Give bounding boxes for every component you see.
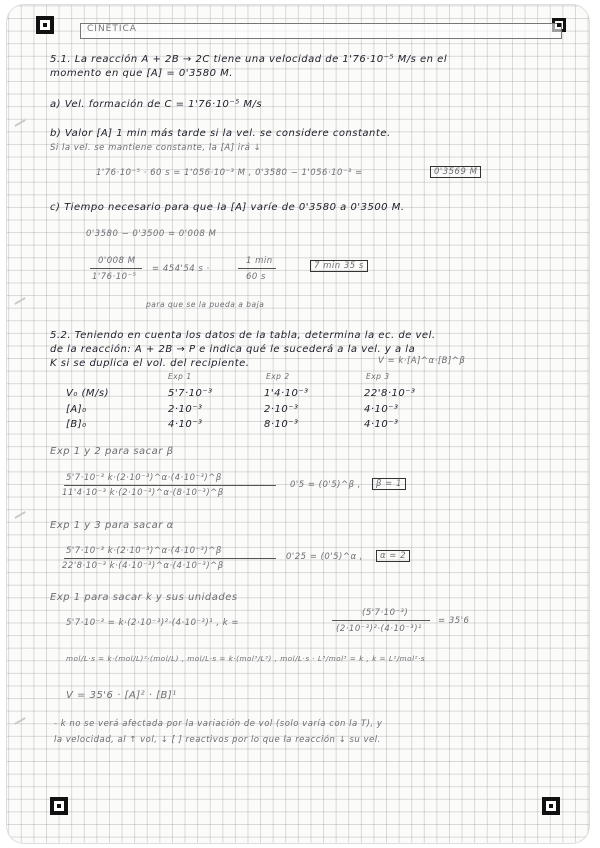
table-cell: 4·10⁻³ bbox=[364, 404, 399, 415]
page-title: CINETICA bbox=[87, 24, 137, 34]
s51-part-c-note: para que se la pueda a baja bbox=[146, 300, 265, 309]
exp12-boxed-result: β = 1 bbox=[372, 478, 406, 490]
conclusion-line-1: - k no se verá afectada por la variación de vol (solo varía con la T), y bbox=[54, 719, 383, 729]
s51-part-c-conv-den: 60 s bbox=[246, 272, 266, 282]
expk-fraction-den: (2·10⁻³)²·(4·10⁻³)¹ bbox=[336, 624, 422, 634]
conclusion-line-2: la velocidad, al ↑ vol, ↓ [ ] reactivos por lo que la reacción ↓ su vel. bbox=[54, 735, 381, 745]
s51-part-c-question: c) Tiempo necesario para que la [A] varíe de 0'3580 a 0'3500 M. bbox=[50, 202, 405, 213]
table-cell: 5'7·10⁻³ bbox=[168, 388, 213, 399]
exp13-fraction-num: 5'7·10⁻³ k·(2·10⁻³)^α·(4·10⁻³)^β bbox=[66, 546, 222, 556]
s52-statement-line-1: 5.2. Teniendo en cuenta los datos de la tabla, determina la ec. de vel. bbox=[50, 330, 436, 341]
expk-value: = 35'6 bbox=[438, 616, 470, 626]
table-cell: 4·10⁻³ bbox=[364, 419, 399, 430]
s51-part-c-result: 7 min 35 s bbox=[310, 260, 368, 272]
expk-fraction-num: (5'7·10⁻³) bbox=[362, 608, 409, 618]
page-header bbox=[80, 23, 562, 39]
s51-part-c-time: = 454'54 s · bbox=[152, 264, 210, 274]
table-row-label: V₀ (M/s) bbox=[66, 388, 110, 399]
table-header-exp3: Exp 3 bbox=[366, 372, 390, 381]
margin-mark bbox=[14, 119, 25, 127]
s52-statement-line-3: K si se duplica el vol. del recipiente. bbox=[50, 358, 250, 369]
s51-part-b-question: b) Valor [A] 1 min más tarde si la vel. se considere constante. bbox=[50, 128, 391, 139]
expk-title: Exp 1 para sacar k y sus unidades bbox=[50, 592, 238, 603]
table-cell: 2·10⁻³ bbox=[168, 404, 203, 415]
exp12-fraction-num: 5'7·10⁻³ k·(2·10⁻³)^α·(4·10⁻³)^β bbox=[66, 473, 222, 483]
units-derivation: mol/L·s = k·(mol/L)²·(mol/L) , mol/L·s = k·(mol³/L³) , mol/L·s · L³/mol³ = k , k = L²/mol²·s bbox=[66, 654, 425, 663]
fraction-line bbox=[64, 558, 276, 559]
exp13-fraction-den: 22'8·10⁻³ k·(4·10⁻³)^α·(4·10⁻³)^β bbox=[62, 561, 224, 571]
s51-part-c-conv-num: 1 min bbox=[246, 256, 273, 266]
exp13-boxed-result: α = 2 bbox=[376, 550, 410, 562]
s51-part-b-note: Si la vel. se mantiene constante, la [A] irá ↓ bbox=[50, 143, 262, 153]
expk-equation: 5'7·10⁻³ = k·(2·10⁻³)²·(4·10⁻³)¹ , k = bbox=[66, 618, 239, 628]
exp12-title: Exp 1 y 2 para sacar β bbox=[50, 446, 174, 457]
fraction-line bbox=[332, 620, 430, 621]
table-cell: 4·10⁻³ bbox=[168, 419, 203, 430]
s51-part-b-calc: 1'76·10⁻⁵ · 60 s = 1'056·10⁻³ M , 0'3580 − 1'056·10⁻³ = bbox=[96, 168, 363, 178]
exp12-result: 0'5 = (0'5)^β , bbox=[290, 480, 361, 490]
fraction-line bbox=[64, 485, 276, 486]
table-cell: 1'4·10⁻³ bbox=[264, 388, 309, 399]
s51-part-c-fraction-den: 1'76·10⁻⁵ bbox=[92, 272, 137, 282]
exp13-result: 0'25 = (0'5)^α , bbox=[286, 552, 364, 562]
exp12-fraction-den: 11'4·10⁻³ k·(2·10⁻³)^α·(8·10⁻³)^β bbox=[62, 488, 224, 498]
table-cell: 22'8·10⁻³ bbox=[364, 388, 416, 399]
exp13-title: Exp 1 y 3 para sacar α bbox=[50, 520, 174, 531]
notebook-page bbox=[6, 4, 590, 844]
final-rate-law: V = 35'6 · [A]² · [B]¹ bbox=[66, 690, 177, 701]
table-row-label: [B]₀ bbox=[66, 419, 87, 430]
corner-marker-icon bbox=[50, 797, 68, 815]
s51-part-b-result: 0'3569 M bbox=[430, 166, 481, 178]
corner-marker-icon bbox=[542, 797, 560, 815]
corner-marker-icon bbox=[36, 16, 54, 34]
table-header-exp2: Exp 2 bbox=[266, 372, 290, 381]
table-row-label: [A]₀ bbox=[66, 404, 87, 415]
s52-statement-line-2: de la reacción: A + 2B → P e indica qué le sucederá a la vel. y a la bbox=[50, 344, 416, 355]
table-cell: 2·10⁻³ bbox=[264, 404, 299, 415]
s51-part-c-fraction-num: 0'008 M bbox=[98, 256, 136, 266]
margin-mark bbox=[14, 511, 25, 519]
table-header-exp1: Exp 1 bbox=[168, 372, 192, 381]
table-cell: 8·10⁻³ bbox=[264, 419, 299, 430]
s51-part-a: a) Vel. formación de C = 1'76·10⁻⁵ M/s bbox=[50, 99, 263, 110]
s51-statement-line-1: 5.1. La reacción A + 2B → 2C tiene una velocidad de 1'76·10⁻⁵ M/s en el bbox=[50, 54, 448, 65]
s51-part-c-diff: 0'3580 − 0'3500 = 0'008 M bbox=[86, 229, 217, 239]
margin-mark bbox=[14, 717, 25, 725]
s51-statement-line-2: momento en que [A] = 0'3580 M. bbox=[50, 68, 233, 79]
margin-mark bbox=[14, 297, 25, 305]
s52-rate-law: V = k·[A]^α·[B]^β bbox=[378, 356, 466, 366]
fraction-line bbox=[90, 268, 142, 269]
fraction-line bbox=[238, 268, 276, 269]
